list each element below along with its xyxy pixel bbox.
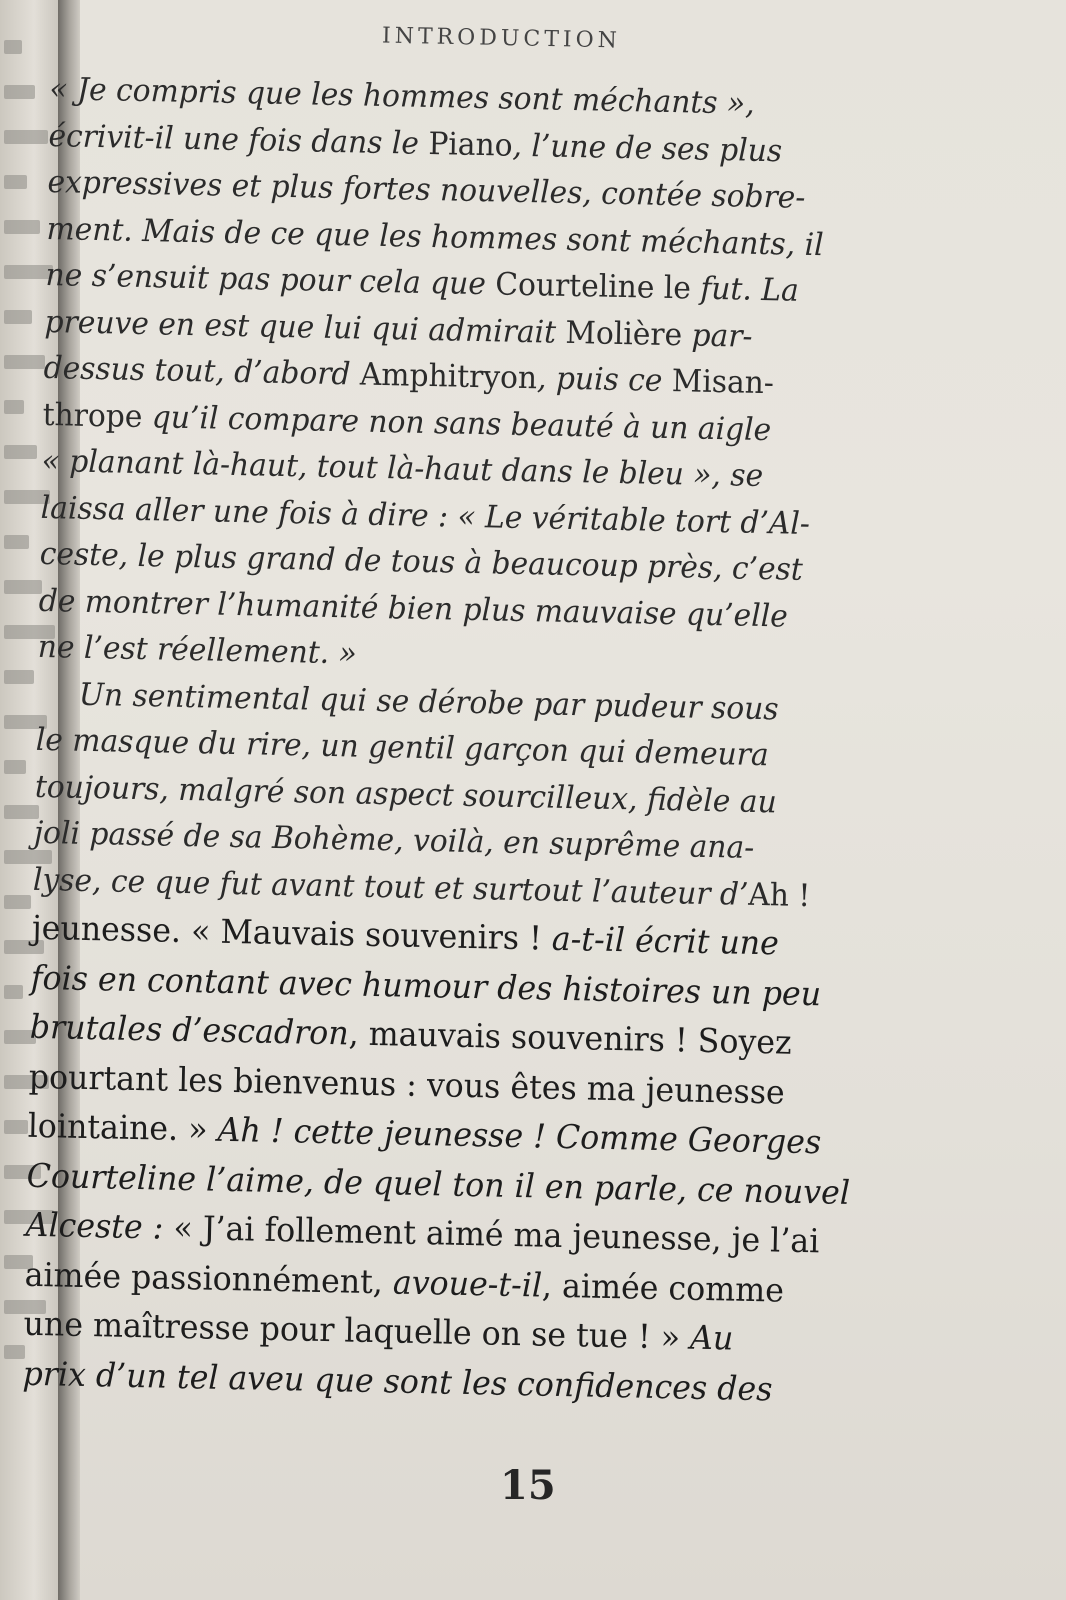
text-run: Ah !	[748, 876, 811, 914]
text-run: fois en contant avec humour des histoires un peu	[30, 957, 822, 1013]
facing-page-text-fragment	[4, 175, 27, 189]
text-run: thrope	[42, 396, 143, 435]
text-run: , l’une de ses plus	[512, 127, 783, 169]
book-page	[22, 0, 1066, 1600]
text-run: dessus tout, d’abord	[43, 349, 361, 393]
text-run: le masque du rire, un gentil garçon qui demeura	[35, 721, 770, 774]
facing-page-text-fragment	[4, 355, 45, 369]
text-run: Au	[689, 1317, 734, 1358]
text-run: , mauvais souvenirs ! Soyez	[348, 1013, 793, 1062]
text-run: ne l’est réellement. »	[37, 628, 358, 672]
text-run: Molière	[565, 314, 692, 353]
facing-page-text-fragment	[4, 1345, 25, 1359]
facing-page-text-fragment	[4, 670, 34, 684]
text-run: par-	[691, 316, 753, 355]
text-run: Courteline l’aime, de quel ton il en parle, ce nouvel	[26, 1155, 851, 1212]
text-run: ceste, le plus grand de tous à beaucoup près, c’est	[39, 535, 804, 588]
text-run: fut. La	[700, 270, 800, 309]
facing-page-text-fragment	[4, 580, 42, 594]
text-run: brutales d’escadron	[29, 1006, 350, 1053]
text-run: jeunesse. « Mauvais souvenirs !	[31, 907, 553, 958]
facing-page-text-fragment	[4, 535, 29, 549]
text-run: Amphitryon	[359, 356, 538, 397]
text-run: une maîtresse pour laquelle on se tue ! »	[23, 1303, 691, 1357]
text-run: qu’il compare non sans beauté à un aigle	[142, 398, 772, 448]
text-run: a-t-il écrit une	[551, 918, 780, 963]
facing-page-text-fragment	[4, 130, 48, 144]
text-run: joli passé de sa Bohème, voilà, en suprême ana-	[33, 814, 755, 866]
text-run: Alceste :	[25, 1204, 174, 1247]
text-run: « planant là-haut, tout là-haut dans le bleu », se	[41, 442, 764, 495]
text-run: laissa aller une fois à dire : « Le véritable tort d’Al-	[40, 489, 811, 542]
text-run: ne s’ensuit pas pour cela que	[45, 256, 496, 303]
text-run: Misan-	[671, 363, 775, 402]
text-run: prix d’un tel aveu que sont les confidences des	[22, 1353, 773, 1408]
facing-page-text-fragment	[4, 985, 23, 999]
text-run: de montrer l’humanité bien plus mauvaise qu’elle	[38, 582, 789, 635]
text-run: , aimée comme	[541, 1265, 785, 1310]
running-head: INTRODUCTION	[381, 23, 622, 54]
facing-page-text-fragment	[4, 220, 40, 234]
text-run: expressives et plus fortes nouvelles, contée sobre-	[47, 163, 806, 216]
facing-page-text-fragment	[4, 760, 26, 774]
text-run: « J’ai follement aimé ma jeunesse, je l’ai	[173, 1207, 820, 1261]
page-number: 15	[500, 1462, 556, 1509]
facing-page-text-fragment	[4, 895, 31, 909]
text-run: lyse, ce que fut avant tout et surtout l’auteur d’	[32, 861, 749, 913]
facing-page-text-fragment	[4, 445, 37, 459]
text-run: pourtant les bienvenus : vous êtes ma jeunesse	[28, 1056, 786, 1112]
text-run: ment. Mais de ce que les hommes sont méchants, il	[46, 210, 824, 263]
text-run: lointaine. »	[27, 1105, 219, 1149]
text-run: avoue-t-il	[392, 1261, 543, 1305]
body-text	[22, 66, 950, 1417]
text-run: aimée passionnément,	[24, 1254, 394, 1301]
text-run: écrivit-il une fois dans le	[48, 117, 429, 162]
facing-page-text-fragment	[4, 40, 22, 54]
text-run: « Je compris que les hommes sont méchants »,	[49, 70, 756, 122]
facing-page-text-fragment	[4, 310, 32, 324]
text-run: Piano	[428, 125, 513, 164]
facing-page-text-fragment	[4, 400, 24, 414]
text-run: Un sentimental qui se dérobe par pudeur sous	[78, 676, 779, 727]
text-run: Courteline le	[494, 266, 701, 307]
text-run: toujours, malgré son aspect sourcilleux, fidèle au	[34, 768, 778, 820]
facing-page-text-fragment	[4, 1120, 28, 1134]
text-run: , puis ce	[536, 360, 673, 400]
text-run: preuve en est que lui qui admirait	[44, 303, 566, 351]
facing-page-text-fragment	[4, 85, 35, 99]
text-run: Ah ! cette jeunesse ! Comme Georges	[217, 1109, 822, 1162]
